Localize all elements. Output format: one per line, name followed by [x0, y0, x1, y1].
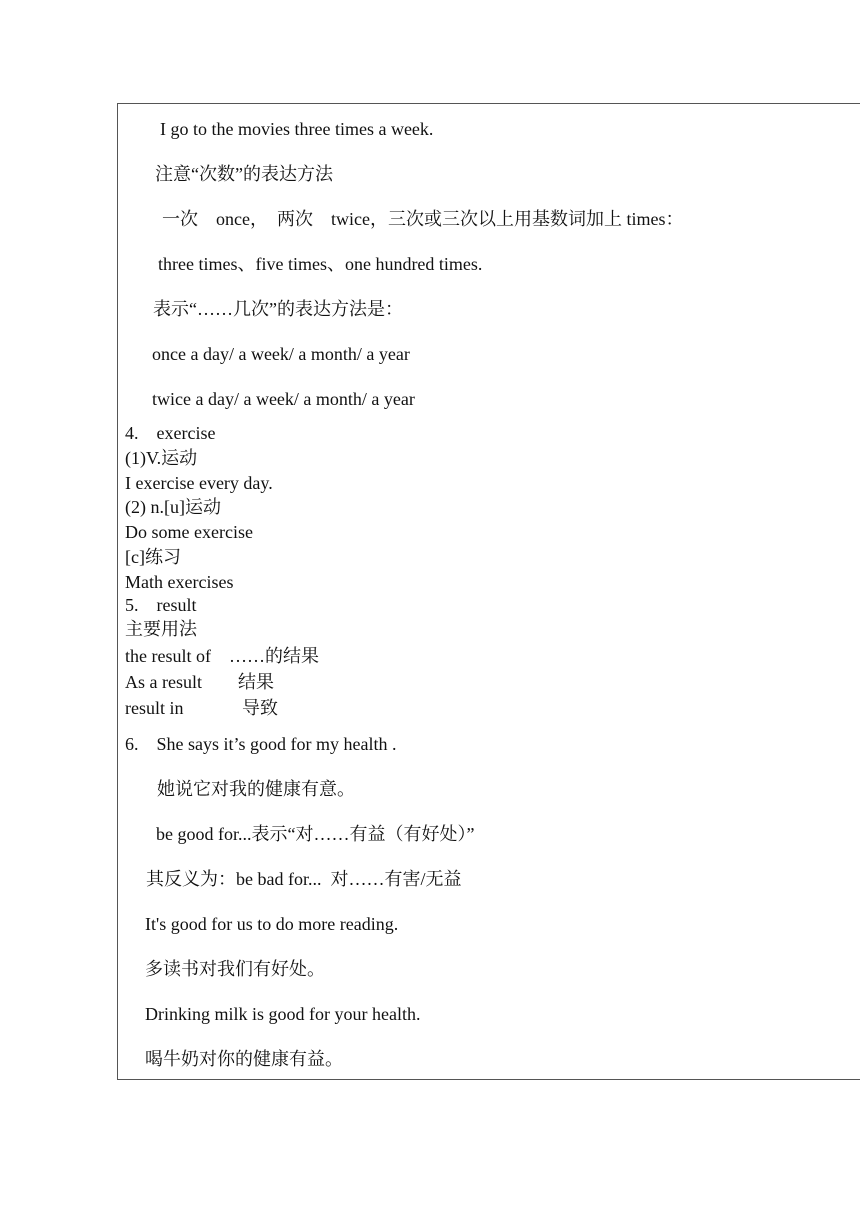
text-line: I exercise every day. [125, 473, 273, 493]
text-line: 一次 once， 两次 twice，三次或三次以上用基数词加上 times： [162, 209, 684, 229]
text-line: (1)V.运动 [125, 448, 198, 468]
text-line: 多读书对我们有好处。 [145, 959, 325, 979]
text-line: It's good for us to do more reading. [145, 914, 399, 934]
text-line: 其反义为：be bad for... 对……有害/无益 [146, 869, 462, 889]
section-heading: 5. result [125, 595, 197, 615]
text-line: 表示“……几次”的表达方法是： [153, 299, 403, 319]
text-line: As a result 结果 [125, 672, 274, 692]
text-line: 喝牛奶对你的健康有益。 [145, 1049, 343, 1069]
text-line: 她说它对我的健康有意。 [157, 779, 355, 799]
text-line: twice a day/ a week/ a month/ a year [152, 389, 415, 409]
text-line: the result of ……的结果 [125, 646, 319, 666]
text-line: (2) n.[u]运动 [125, 497, 221, 517]
section-heading: 4. exercise [125, 423, 216, 443]
section-heading: 6. She says it’s good for my health . [125, 734, 397, 754]
text-line: Math exercises [125, 572, 234, 592]
text-line: be good for...表示“对……有益（有好处）” [156, 824, 475, 844]
text-line: Drinking milk is good for your health. [145, 1004, 421, 1024]
text-line: 主要用法 [125, 619, 197, 639]
text-line: three times、five times、one hundred times. [158, 254, 483, 274]
text-line: 注意“次数”的表达方法 [155, 164, 333, 184]
text-line: Do some exercise [125, 522, 253, 542]
text-line: I go to the movies three times a week. [160, 119, 434, 139]
text-line: [c]练习 [125, 547, 181, 567]
text-line: result in 导致 [125, 698, 278, 718]
text-line: once a day/ a week/ a month/ a year [152, 344, 410, 364]
